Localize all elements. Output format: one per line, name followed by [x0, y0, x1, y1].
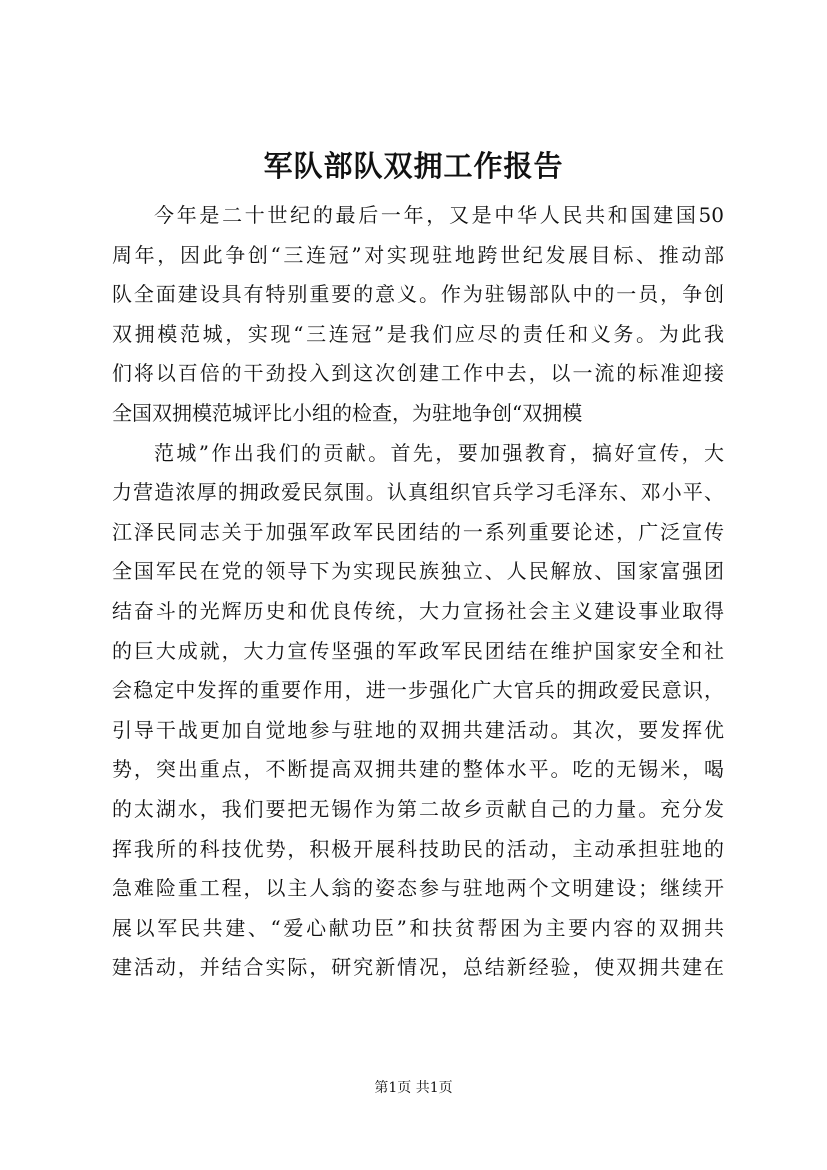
- text-line: 江泽民同志关于加强军政军民团结的一系列重要论述，广泛宣传: [112, 519, 724, 544]
- paragraph-1: [112, 196, 724, 434]
- text-line: 急难险重工程，以主人翁的姿态参与驻地两个文明建设；继续开: [112, 876, 724, 901]
- text-line: 势，突出重点，不断提高双拥共建的整体水平。吃的无锡米，喝: [112, 757, 724, 782]
- document-body: [112, 196, 724, 988]
- text-line: 结奋斗的光辉历史和优良传统，大力宣扬社会主义建设事业取得: [112, 598, 724, 623]
- text-line: 的巨大成就，大力宣传坚强的军政军民团结在维护国家安全和社: [112, 638, 724, 663]
- text-line: 双拥模范城，实现“三连冠”是我们应尽的责任和义务。为此我: [112, 321, 724, 346]
- text-line: 今年是二十世纪的最后一年，又是中华人民共和国建国50: [154, 203, 724, 227]
- text-line: 建活动，并结合实际，研究新情况，总结新经验，使双拥共建在: [112, 955, 724, 980]
- text-line: 全国双拥模范城评比小组的检查，为驻地争创“双拥模: [112, 400, 583, 425]
- text-line: 挥我所的科技优势，积极开展科技助民的活动，主动承担驻地的: [112, 836, 724, 861]
- text-line: 力营造浓厚的拥政爱民氛围。认真组织官兵学习毛泽东、邓小平、: [112, 480, 724, 505]
- text-line: 周年，因此争创“三连冠”对实现驻地跨世纪发展目标、推动部: [112, 242, 724, 267]
- text-line: 全国军民在党的领导下为实现民族独立、人民解放、国家富强团: [112, 559, 724, 584]
- text-line: 范城”作出我们的贡献。首先，要加强教育，搞好宣传，大: [154, 440, 724, 465]
- text-line: 会稳定中发挥的重要作用，进一步强化广大官兵的拥政爱民意识，: [112, 678, 724, 703]
- paragraph-2: [112, 434, 724, 988]
- document-title: 军队部队双拥工作报告: [263, 149, 564, 183]
- text-line: 们将以百倍的干劲投入到这次创建工作中去，以一流的标准迎接: [112, 361, 724, 386]
- text-line: 引导干战更加自觉地参与驻地的双拥共建活动。其次，要发挥优: [112, 717, 724, 742]
- text-line: 展以军民共建、“爱心献功臣”和扶贫帮困为主要内容的双拥共: [112, 915, 724, 940]
- text-line: 的太湖水，我们要把无锡作为第二故乡贡献自己的力量。充分发: [112, 796, 724, 821]
- page-number-footer: 第1页 共1页: [374, 1080, 453, 1096]
- text-line: 队全面建设具有特别重要的意义。作为驻锡部队中的一员，争创: [112, 282, 724, 307]
